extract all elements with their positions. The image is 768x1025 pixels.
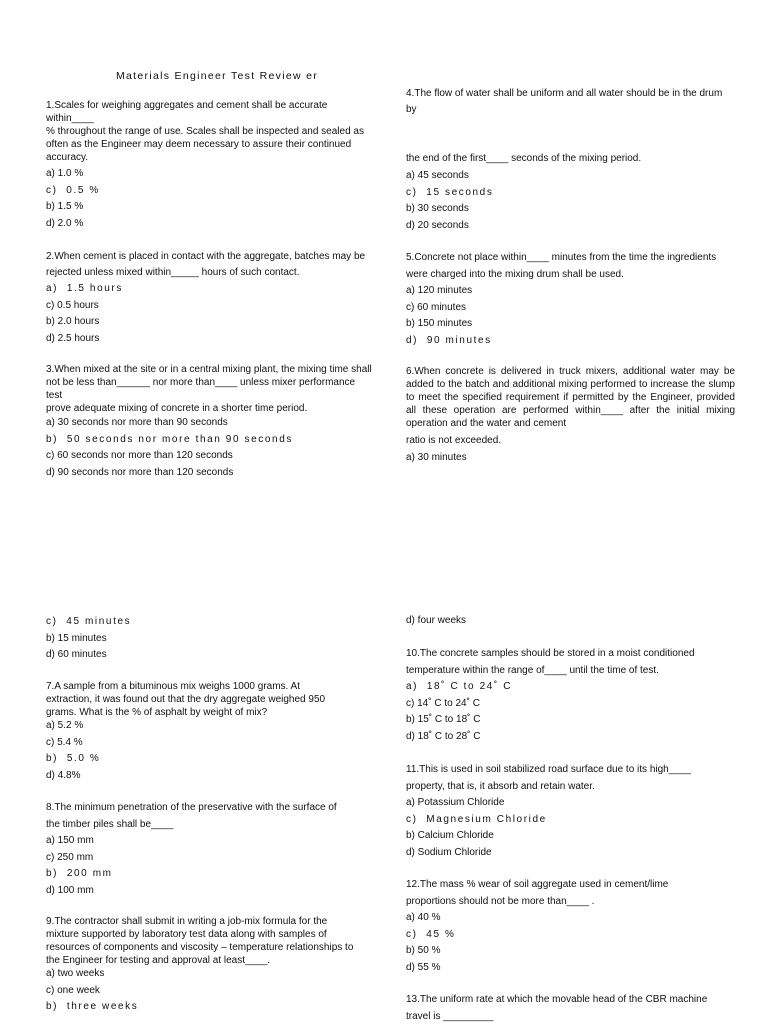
- question-9-options: [46, 966, 138, 1016]
- question-4: [406, 86, 722, 118]
- page-title: Materials Engineer Test Review er: [116, 70, 318, 82]
- question-6: [406, 365, 735, 430]
- option: d) 4.8%: [46, 768, 100, 785]
- option: c) 0.5 hours: [46, 298, 123, 315]
- option: a) 150 mm: [46, 833, 113, 850]
- option: d) 18˚ C to 28˚ C: [406, 729, 512, 746]
- question-text: 3.When mixed at the site or in a central mixing plant, the mixing time shall: [46, 363, 372, 376]
- option: a) 1.0 %: [46, 166, 100, 183]
- question-12-options: [406, 910, 455, 976]
- option: c) 45 %: [406, 927, 455, 944]
- option: b) 1.5 %: [46, 199, 100, 216]
- question-text: temperature within the range of____ until the time of test.: [406, 663, 695, 680]
- option: a) 45 seconds: [406, 168, 493, 185]
- question-text: 12.The mass % wear of soil aggregate used in cement/lime: [406, 877, 668, 894]
- question-text: 7.A sample from a bituminous mix weighs 1000 grams. At: [46, 680, 325, 693]
- question-6-cont-options: [46, 614, 131, 664]
- option: d) 90 seconds nor more than 120 seconds: [46, 465, 293, 482]
- option: c) 14˚ C to 24˚ C: [406, 696, 512, 713]
- option: c) 0.5 %: [46, 183, 100, 200]
- question-text: 5.Concrete not place within____ minutes from the time the ingredients: [406, 250, 716, 267]
- option: b) 200 mm: [46, 866, 113, 883]
- question-3: [46, 363, 372, 415]
- question-10: [406, 646, 695, 679]
- option: d) 90 minutes: [406, 333, 492, 350]
- question-9: [46, 915, 353, 967]
- option: a) two weeks: [46, 966, 138, 983]
- option: d) 100 mm: [46, 883, 113, 900]
- option: d) 20 seconds: [406, 218, 493, 235]
- question-text: 2.When cement is placed in contact with the aggregate, batches may be: [46, 249, 365, 265]
- question-text: within____: [46, 112, 376, 125]
- question-text: the timber piles shall be____: [46, 817, 337, 834]
- option: a) 18˚ C to 24˚ C: [406, 679, 512, 696]
- question-text: proportions should not be more than____ .: [406, 894, 668, 911]
- option: d) 60 minutes: [46, 647, 131, 664]
- question-text: operation and the water and cement: [406, 417, 735, 430]
- question-text: were charged into the mixing drum shall be used.: [406, 267, 716, 284]
- question-text: extraction, it was found out that the dry aggregate weighed 950: [46, 693, 325, 706]
- question-text: all these operation are performed within____ after the initial mixing: [406, 404, 735, 417]
- question-10-options: [406, 679, 512, 745]
- question-text: % throughout the range of use. Scales shall be inspected and sealed as: [46, 125, 376, 138]
- question-text: accuracy.: [46, 151, 376, 164]
- option: b) Calcium Chloride: [406, 828, 547, 845]
- option: a) Potassium Chloride: [406, 795, 547, 812]
- question-9-cont-options: [406, 614, 466, 627]
- question-text: by: [406, 102, 722, 118]
- option: c) 45 minutes: [46, 614, 131, 631]
- option: b) 50 seconds nor more than 90 seconds: [46, 432, 293, 449]
- option: c) 60 minutes: [406, 300, 492, 317]
- question-2-options: [46, 281, 123, 347]
- question-text: travel is _________: [406, 1009, 707, 1025]
- question-5: [406, 250, 716, 283]
- question-text: 10.The concrete samples should be stored in a moist conditioned: [406, 646, 695, 663]
- option: c) Magnesium Chloride: [406, 812, 547, 829]
- option: c) 5.4 %: [46, 735, 100, 752]
- question-text: 8.The minimum penetration of the preservative with the surface of: [46, 800, 337, 817]
- option: a) 5.2 %: [46, 718, 100, 735]
- option: a) 30 minutes: [406, 450, 501, 467]
- question-7-options: [46, 718, 100, 784]
- question-text: mixture supported by laboratory test data along with samples of: [46, 928, 353, 941]
- option: b) 2.0 hours: [46, 314, 123, 331]
- option: b) 30 seconds: [406, 201, 493, 218]
- question-11-options: [406, 795, 547, 861]
- option: c) 60 seconds nor more than 120 seconds: [46, 448, 293, 465]
- question-text: ratio is not exceeded.: [406, 433, 501, 450]
- option: d) 2.5 hours: [46, 331, 123, 348]
- question-1-options: [46, 166, 100, 232]
- question-text: property, that is, it absorb and retain water.: [406, 779, 691, 796]
- question-text: 11.This is used in soil stabilized road surface due to its high____: [406, 762, 691, 779]
- question-4-cont: [406, 152, 641, 165]
- question-7: [46, 680, 325, 719]
- question-1: [46, 99, 376, 164]
- question-text: grams. What is the % of asphalt by weight of mix?: [46, 706, 325, 719]
- question-11: [406, 762, 691, 795]
- option: a) 1.5 hours: [46, 281, 123, 298]
- option: a) 120 minutes: [406, 283, 492, 300]
- option: b) 5.0 %: [46, 751, 100, 768]
- option: b) 15 minutes: [46, 631, 131, 648]
- question-text: 13.The uniform rate at which the movable head of the CBR machine: [406, 992, 707, 1009]
- option: d) Sodium Chloride: [406, 845, 547, 862]
- option: a) 30 seconds nor more than 90 seconds: [46, 415, 293, 432]
- question-text: resources of components and viscosity – temperature relationships to: [46, 941, 353, 954]
- question-text: the end of the first____ seconds of the mixing period.: [406, 152, 641, 165]
- question-text: 4.The flow of water shall be uniform and all water should be in the drum: [406, 86, 722, 102]
- question-text: test: [46, 389, 372, 402]
- question-4-options: [406, 168, 493, 234]
- option: d) 55 %: [406, 960, 455, 977]
- question-text: often as the Engineer may deem necessary to assure their continued: [46, 138, 376, 151]
- question-text: not be less than______ nor more than____ unless mixer performance: [46, 376, 372, 389]
- option: d) 2.0 %: [46, 216, 100, 233]
- option: c) one week: [46, 983, 138, 1000]
- question-2: [46, 249, 365, 281]
- option: b) three weeks: [46, 999, 138, 1016]
- option: b) 15˚ C to 18˚ C: [406, 712, 512, 729]
- question-text: the Engineer for testing and approval at least____.: [46, 954, 353, 967]
- question-12: [406, 877, 668, 910]
- question-text: to meet the specified requirement if permitted by the Engineer, provided: [406, 391, 735, 404]
- question-text: 6.When concrete is delivered in truck mixers, additional water may be: [406, 365, 735, 378]
- option: d) four weeks: [406, 614, 466, 627]
- question-3-options: [46, 415, 293, 481]
- question-text: 9.The contractor shall submit in writing a job-mix formula for the: [46, 915, 353, 928]
- question-text: rejected unless mixed within_____ hours of such contact.: [46, 265, 365, 281]
- question-8: [46, 800, 337, 833]
- question-text: prove adequate mixing of concrete in a shorter time period.: [46, 402, 372, 415]
- option: c) 15 seconds: [406, 185, 493, 202]
- question-5-options: [406, 283, 492, 349]
- option: c) 250 mm: [46, 850, 113, 867]
- option: a) 40 %: [406, 910, 455, 927]
- option: b) 50 %: [406, 943, 455, 960]
- option: b) 150 minutes: [406, 316, 492, 333]
- question-6-cont: [406, 433, 501, 466]
- question-13: [406, 992, 707, 1025]
- question-text: 1.Scales for weighing aggregates and cement shall be accurate: [46, 99, 376, 112]
- question-8-options: [46, 833, 113, 899]
- question-text: added to the batch and additional mixing performed to increase the slump: [406, 378, 735, 391]
